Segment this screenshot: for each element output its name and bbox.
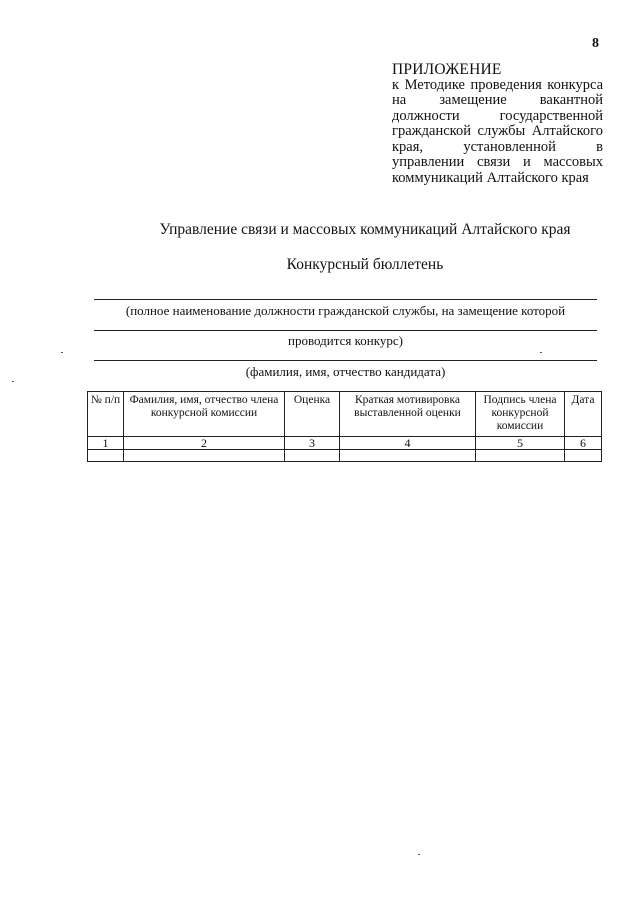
appendix-block (392, 62, 603, 186)
table-cell (285, 450, 340, 462)
candidate-fill-line (94, 360, 597, 361)
column-header-date: Дата (565, 392, 602, 437)
table-cell (476, 450, 565, 462)
candidate-caption: (фамилия, имя, отчество кандидата) (245, 364, 446, 379)
page-number: 8 (592, 36, 599, 51)
appendix-title: ПРИЛОЖЕНИЕ (392, 61, 502, 78)
scan-speck (12, 381, 14, 382)
column-number: 2 (124, 437, 285, 450)
table-cell (565, 450, 602, 462)
column-header-signature: Подпись члена конкурсной комиссии (476, 392, 565, 437)
table-cell (124, 450, 285, 462)
position-fill-line-2 (94, 330, 597, 331)
position-caption-continued: проводится конкурс) (288, 333, 403, 348)
column-header-number: № п/п (88, 392, 124, 437)
scan-speck (540, 352, 542, 353)
document-title: Конкурсный бюллетень (286, 256, 444, 273)
table-row (88, 450, 602, 462)
column-number: 4 (340, 437, 476, 450)
column-header-score: Оценка (285, 392, 340, 437)
column-header-motivation: Краткая мотивировка выставленной оценки (340, 392, 476, 437)
position-fill-line (94, 299, 597, 300)
scan-speck (418, 854, 420, 855)
table-cell (88, 450, 124, 462)
table-column-numbers-row (88, 437, 602, 450)
table-cell (340, 450, 476, 462)
column-number: 5 (476, 437, 565, 450)
organization-name: Управление связи и массовых коммуникаций Алтайского края (159, 221, 571, 238)
table-header-row (88, 392, 602, 437)
ballot-table (87, 391, 602, 462)
appendix-text: к Методике проведения конкурса на замещение вакантной должности государственной гражданской службы Алтайского края, установленной в управлении связи и массовых коммуникаций Алтайского края (392, 76, 603, 186)
column-header-member-name: Фамилия, имя, отчество члена конкурсной комиссии (124, 392, 285, 437)
column-number: 1 (88, 437, 124, 450)
column-number: 3 (285, 437, 340, 450)
scan-speck (61, 352, 63, 353)
position-caption: (полное наименование должности гражданской службы, на замещение которой (125, 303, 566, 318)
column-number: 6 (565, 437, 602, 450)
